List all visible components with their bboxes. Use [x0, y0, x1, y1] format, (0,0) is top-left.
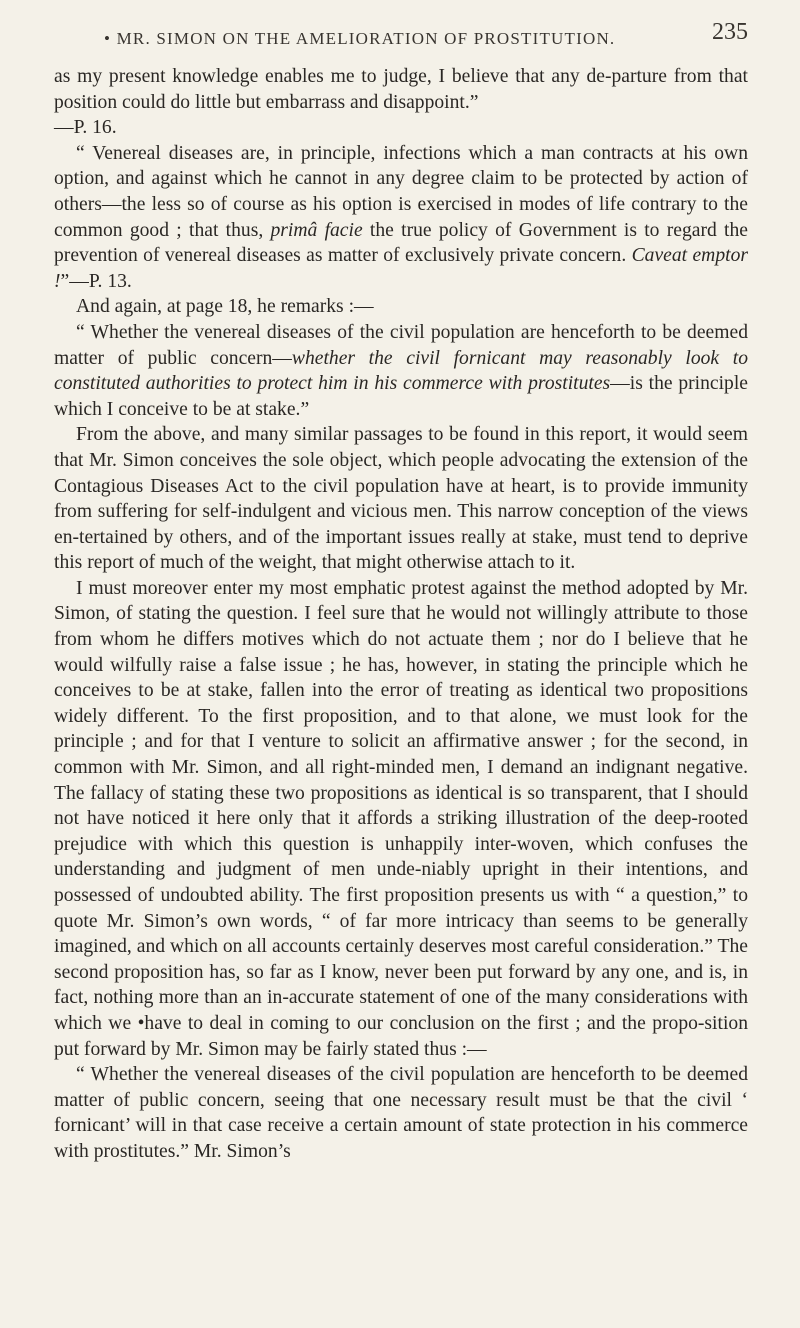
quotation-venereal-diseases: [54, 141, 748, 295]
quote-text: “ Whether the venereal diseases of the civil population are henceforth to be deemed matter of public concern—: [54, 321, 748, 369]
quote-italic: primâ facie: [270, 219, 363, 241]
quote-text: the true policy of Government is to regard the prevention of venereal diseases as matter of exclusively private concern.: [54, 219, 748, 267]
page-number: 235: [712, 19, 748, 45]
page-header: [54, 18, 748, 64]
quotation-whether: [54, 320, 748, 422]
quote-text: —is the principle which I conceive to be at stake.”: [54, 373, 748, 420]
running-head: • MR. SIMON ON THE AMELIORATION OF PROSTITUTION.: [104, 29, 616, 48]
quote-italic: whether the civil fornicant may reasonably look to constituted authorities to protect him in his commerce with prostitutes: [54, 347, 748, 395]
quotation-restated: “ Whether the venereal diseases of the civil population are henceforth to be deemed matter of public concern, seeing that one necessary result must be that the civil ‘ fornicant’ will in that case receive a certain amount of state protection in his commerce with prostitutes.” Mr. Simon’s: [54, 1064, 748, 1162]
quote-text: “ Venereal diseases are, in principle, infections which a man contracts at his own option, and against which he cannot in any degree claim to be protected by action of others—the less so of course as his option is exercised in modes of life contrary to the common good ; that thus,: [54, 142, 748, 241]
paragraph-from-the-above: From the above, and many similar passages to be found in this report, it would seem that Mr. Simon conceives the sole object, which people advocating the extension of the Contagious Diseases Act to the civil population have at heart, is to provide immunity from suffering for self-indulgent and vicious men. This narrow conception of the views en-tertained by others, and of the important issues really at stake, must tend to deprive this report of much of the weight, that might otherwise attach to it.: [54, 424, 748, 574]
paragraph-protest: I must moreover enter my most emphatic protest against the method adopted by Mr. Simon, of stating the question. I feel sure that he would not willingly attribute to those from whom he differs motives which do not actuate them ; nor do I believe that he would wilfully raise a false issue ; he has, however, in stating the principle which he conceives to be at stake, fallen into the error of treating as identical two propositions widely different. To the first proposition, and to that alone, we must look for the principle ; and for that I venture to solicit an affirmative answer ; for the second, in common with Mr. Simon, and all right-minded men, I demand an indignant negative. The fallacy of stating these two propositions as identical is so transparent, that I should not have noticed it here only that it affords a striking illustration of the deep-rooted prejudice with which this question is unhappily inter-woven, which confuses the understanding and judgment of men unde-niably upright in their intentions, and possessed of undoubted ability. The first proposition presents us with “ a question,” to quote Mr. Simon’s own words, “ of far more intricacy than seems to be generally imagined, and which on all accounts certainly deserves most careful consideration.” The second proposition has, so far as I know, never been put forward by any one, and is, in fact, nothing more than an in-accurate statement of one of the many considerations with which we •have to deal in coming to our conclusion on the first ; and the propo-sition put forward by Mr. Simon may be fairly stated thus :—: [54, 577, 748, 1060]
paragraph-and-again: And again, at page 18, he remarks :—: [76, 296, 374, 318]
citation: —P. 16.: [54, 117, 117, 139]
body-text: [54, 64, 748, 1165]
quote-text: ”—P. 13.: [60, 270, 132, 292]
quote-italic: Caveat emptor !: [54, 245, 748, 292]
paragraph-continuation: as my present knowledge enables me to judge, I believe that any de-parture from that position could do little but embarrass and disappoint.”: [54, 66, 748, 113]
